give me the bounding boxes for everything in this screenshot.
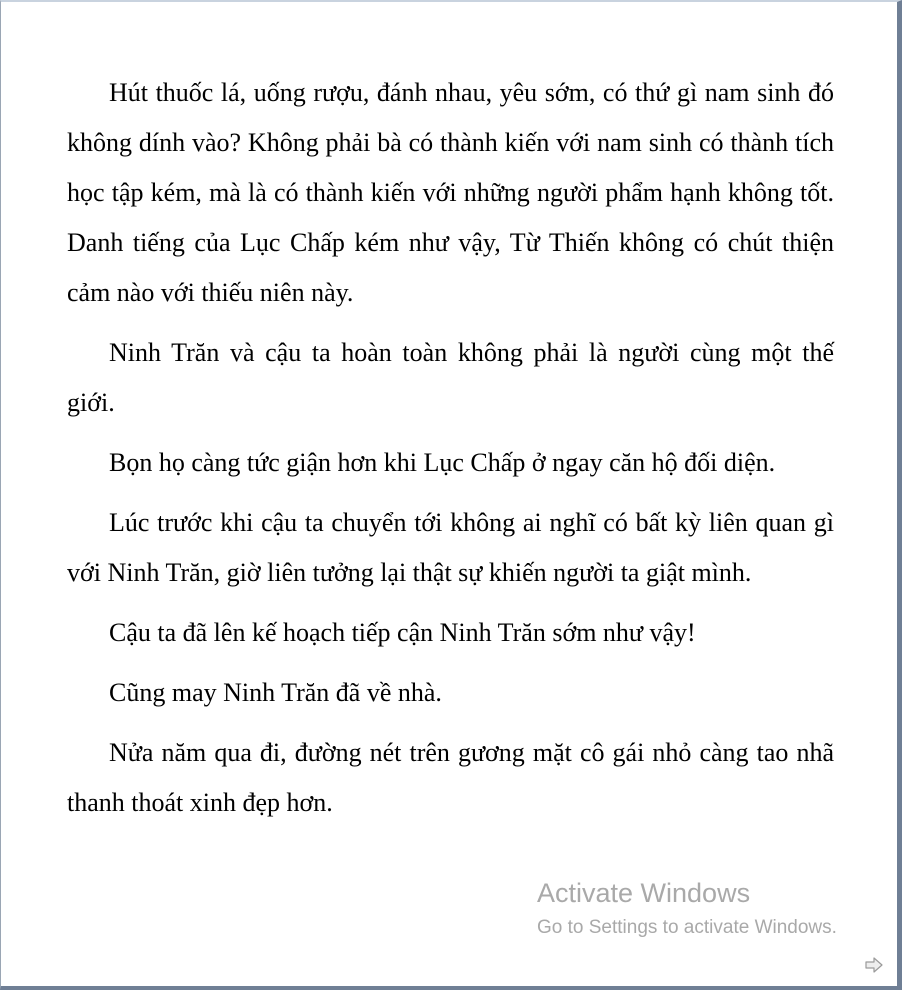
document-page	[67, 68, 834, 838]
watermark-title: Activate Windows	[537, 878, 751, 908]
paragraph-4: Lúc trước khi cậu ta chuyển tới không ai nghĩ có bất kỳ liên quan gì với Ninh Trăn, giờ liên tưởng lại thật sự khiến người ta giật mình.	[67, 508, 834, 587]
arrow-right-icon[interactable]	[863, 954, 885, 976]
paragraph-6: Cũng may Ninh Trăn đã về nhà.	[109, 678, 442, 707]
paragraph-5: Cậu ta đã lên kế hoạch tiếp cận Ninh Trăn sớm như vậy!	[109, 618, 696, 647]
paragraph-1: Hút thuốc lá, uống rượu, đánh nhau, yêu sớm, có thứ gì nam sinh đó không dính vào? Không phải bà có thành kiến với nam sinh có thành tích học tập kém, mà là có thành kiến với những người phẩm hạnh không tốt. Danh tiếng của Lục Chấp kém như vậy, Từ Thiến không có chút thiện cảm nào với thiếu niên này.	[67, 78, 834, 307]
watermark-subtitle: Go to Settings to activate Windows.	[537, 917, 837, 938]
paragraph-3: Bọn họ càng tức giận hơn khi Lục Chấp ở ngay căn hộ đối diện.	[109, 448, 776, 477]
paragraph-7: Nửa năm qua đi, đường nét trên gương mặt cô gái nhỏ càng tao nhã thanh thoát xinh đẹp hơn.	[67, 738, 834, 817]
activation-watermark	[537, 874, 837, 944]
paragraph-2: Ninh Trăn và cậu ta hoàn toàn không phải là người cùng một thế giới.	[67, 338, 834, 417]
